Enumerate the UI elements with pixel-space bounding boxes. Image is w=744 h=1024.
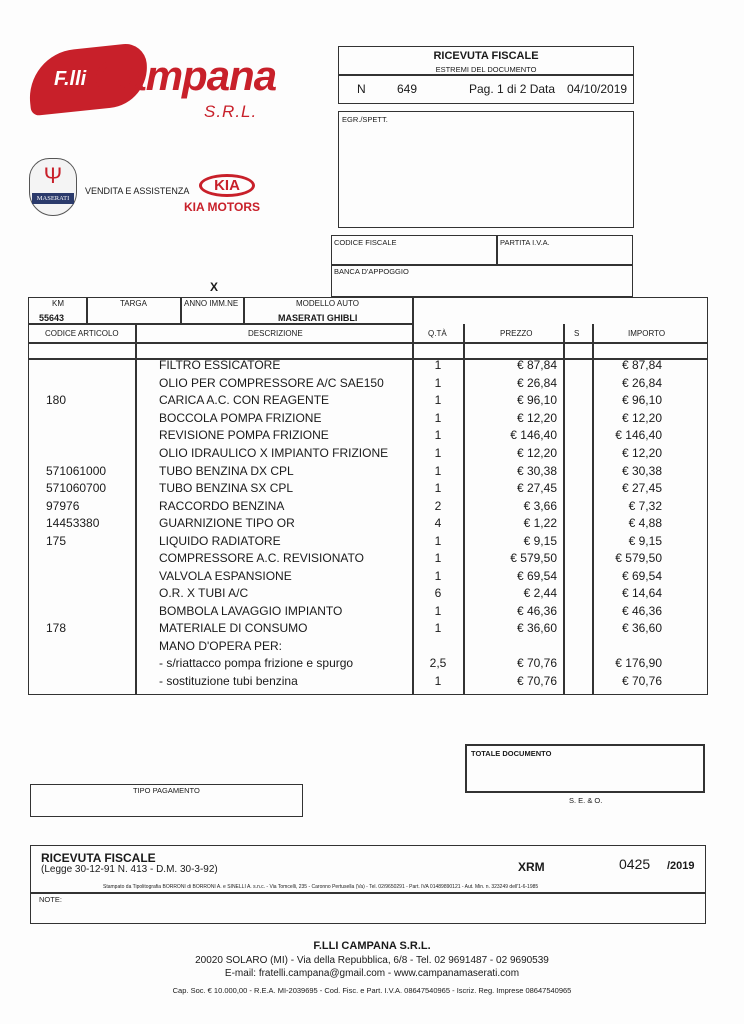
row-price: € 3,66 bbox=[523, 499, 557, 513]
footer-contacts: E-mail: fratelli.campana@gmail.com - www.campanamaserati.com bbox=[224, 968, 520, 979]
row-code: 180 bbox=[46, 393, 67, 407]
totale-documento-box bbox=[465, 744, 705, 793]
receipt-subtitle: ESTREMI DEL DOCUMENTO bbox=[435, 65, 537, 74]
divider bbox=[339, 74, 633, 76]
footer-legal: Cap. Soc. € 10.000,00 - R.E.A. MI-2039695 - Cod. Fisc. e Part. I.V.A. 08647540965 - Iscriz. Reg. Imprese 08647540965 bbox=[172, 986, 572, 995]
row-qty: 1 bbox=[434, 534, 442, 548]
modello-value: MASERATI GHIBLI bbox=[278, 313, 358, 323]
col-codice: CODICE ARTICOLO bbox=[45, 329, 119, 338]
row-desc: BOMBOLA LAVAGGIO IMPIANTO bbox=[159, 604, 343, 618]
table-row bbox=[0, 586, 744, 604]
table-row bbox=[0, 446, 744, 464]
footer-address: 20020 SOLARO (MI) - Via della Repubblica, 6/8 - Tel. 02 9691487 - 02 9690539 bbox=[195, 955, 549, 966]
totale-label: TOTALE DOCUMENTO bbox=[471, 749, 552, 758]
row-qty: 1 bbox=[434, 674, 442, 688]
modello-label: MODELLO AUTO bbox=[296, 299, 359, 308]
row-amount: € 14,64 bbox=[621, 586, 662, 600]
fiscal-series: XRM bbox=[518, 860, 545, 874]
col-descrizione: DESCRIZIONE bbox=[248, 329, 303, 338]
row-price: € 26,84 bbox=[516, 376, 557, 390]
row-qty: 1 bbox=[434, 604, 442, 618]
row-qty: 1 bbox=[434, 376, 442, 390]
row-qty: 1 bbox=[434, 551, 442, 565]
divider bbox=[28, 342, 708, 344]
table-row bbox=[0, 481, 744, 499]
table-row bbox=[0, 534, 744, 552]
row-qty: 1 bbox=[434, 569, 442, 583]
row-qty: 1 bbox=[434, 428, 442, 442]
row-price: € 69,54 bbox=[516, 569, 557, 583]
row-desc: COMPRESSORE A.C. REVISIONATO bbox=[159, 551, 364, 565]
row-qty: 2 bbox=[434, 499, 442, 513]
row-price: € 2,44 bbox=[523, 586, 557, 600]
row-qty: 1 bbox=[434, 464, 442, 478]
table-row bbox=[0, 551, 744, 569]
row-code: 571060700 bbox=[46, 481, 107, 495]
row-desc: O.R. X TUBI A/C bbox=[159, 586, 249, 600]
row-amount: € 87,84 bbox=[621, 358, 662, 372]
egr-label: EGR./SPETT. bbox=[342, 115, 388, 124]
row-amount: € 70,76 bbox=[621, 674, 662, 688]
row-qty: 6 bbox=[434, 586, 442, 600]
note-label: NOTE: bbox=[39, 895, 62, 904]
n-label: N bbox=[357, 82, 366, 96]
row-amount: € 7,32 bbox=[628, 499, 662, 513]
row-desc: OLIO PER COMPRESSORE A/C SAE150 bbox=[159, 376, 384, 390]
row-amount: € 26,84 bbox=[621, 376, 662, 390]
targa-label: TARGA bbox=[120, 299, 147, 308]
row-desc: BOCCOLA POMPA FRIZIONE bbox=[159, 411, 322, 425]
kia-motors-label: KIA MOTORS bbox=[184, 200, 261, 214]
row-price: € 70,76 bbox=[516, 656, 557, 670]
row-amount: € 12,20 bbox=[621, 411, 662, 425]
seo-label: S. E. & O. bbox=[569, 796, 603, 805]
footer-company-name: F.LLI CAMPANA S.R.L. bbox=[313, 940, 431, 952]
row-qty: 1 bbox=[434, 446, 442, 460]
row-price: € 46,36 bbox=[516, 604, 557, 618]
table-row bbox=[0, 674, 744, 692]
row-amount: € 36,60 bbox=[621, 621, 662, 635]
row-price: € 12,20 bbox=[516, 446, 557, 460]
table-row bbox=[0, 569, 744, 587]
row-amount: € 579,50 bbox=[615, 551, 662, 565]
partita-iva-label: PARTITA I.V.A. bbox=[500, 238, 550, 247]
company-logo bbox=[28, 46, 277, 126]
row-qty: 1 bbox=[434, 481, 442, 495]
mark-x: X bbox=[210, 280, 219, 294]
row-qty: 1 bbox=[434, 621, 442, 635]
row-desc: - s/riattacco pompa frizione e spurgo bbox=[159, 656, 354, 670]
banca-label: BANCA D'APPOGGIO bbox=[334, 267, 409, 276]
fiscal-title: RICEVUTA FISCALE bbox=[41, 851, 156, 865]
row-desc: LIQUIDO RADIATORE bbox=[159, 534, 281, 548]
row-price: € 12,20 bbox=[516, 411, 557, 425]
col-s: S bbox=[574, 329, 580, 338]
table-row bbox=[0, 639, 744, 657]
row-desc: MATERIALE DI CONSUMO bbox=[159, 621, 308, 635]
row-price: € 1,22 bbox=[523, 516, 557, 530]
row-price: € 146,40 bbox=[510, 428, 557, 442]
col-prezzo: PREZZO bbox=[500, 329, 533, 338]
row-desc: RACCORDO BENZINA bbox=[159, 499, 285, 513]
row-qty: 4 bbox=[434, 516, 442, 530]
trident-icon: Ψ bbox=[43, 163, 63, 188]
page-info: Pag. 1 di 2 Data bbox=[469, 82, 556, 96]
row-amount: € 12,20 bbox=[621, 446, 662, 460]
table-row bbox=[0, 516, 744, 534]
fiscal-year: /2019 bbox=[667, 860, 695, 872]
row-code: 97976 bbox=[46, 499, 80, 513]
receipt-header-box bbox=[338, 46, 634, 104]
divider bbox=[243, 297, 245, 324]
logo-suffix: S.R.L. bbox=[204, 102, 258, 121]
row-price: € 30,38 bbox=[516, 464, 557, 478]
table-row bbox=[0, 604, 744, 622]
row-amount: € 4,88 bbox=[628, 516, 662, 530]
document-number: 649 bbox=[397, 82, 418, 96]
table-row bbox=[0, 411, 744, 429]
row-price: € 96,10 bbox=[516, 393, 557, 407]
customer-box bbox=[338, 111, 634, 228]
fiscal-law: (Legge 30-12-91 N. 413 - D.M. 30-3-92) bbox=[41, 864, 218, 875]
row-qty: 1 bbox=[434, 393, 442, 407]
codice-fiscale-label: CODICE FISCALE bbox=[334, 238, 397, 247]
row-amount: € 146,40 bbox=[615, 428, 662, 442]
divider bbox=[86, 297, 88, 324]
logo-prefix: F.lli bbox=[54, 68, 87, 90]
anno-label: ANNO IMM.NE bbox=[184, 299, 239, 308]
row-code: 178 bbox=[46, 621, 67, 635]
row-amount: € 27,45 bbox=[621, 481, 662, 495]
table-row bbox=[0, 376, 744, 394]
km-label: KM bbox=[52, 299, 64, 308]
logo-name: Campana bbox=[94, 52, 277, 99]
row-price: € 579,50 bbox=[510, 551, 557, 565]
table-row bbox=[0, 656, 744, 674]
row-desc: - sostituzione tubi benzina bbox=[159, 674, 298, 688]
row-desc: REVISIONE POMPA FRIZIONE bbox=[159, 428, 329, 442]
maserati-logo-icon bbox=[29, 158, 77, 216]
fiscal-number: 0425 bbox=[619, 856, 651, 872]
row-desc: FILTRO ESSICATORE bbox=[159, 358, 281, 372]
kia-logo-icon: KIA bbox=[199, 174, 255, 197]
row-desc: TUBO BENZINA SX CPL bbox=[159, 481, 294, 495]
table-row bbox=[0, 358, 744, 376]
row-amount: € 9,15 bbox=[628, 534, 662, 548]
fiscal-code-box bbox=[331, 235, 633, 297]
printer-note: Stampato da Tipolitografia BORRONI di BORRONI A. e SINELLI A. s.n.c. - Via Tomcelli, 235 - Caronno Pertusella (Va) - Tel. 02/9650291 - Part. IVA 01489890121 - Aut. Min. n. 323249 dell'1-6-1985 bbox=[103, 884, 539, 890]
row-desc: GUARNIZIONE TIPO OR bbox=[159, 516, 295, 530]
fiscal-footer-box bbox=[30, 845, 706, 924]
col-qta: Q.TÀ bbox=[428, 329, 447, 338]
table-row bbox=[0, 464, 744, 482]
km-value: 55643 bbox=[39, 313, 65, 323]
row-amount: € 30,38 bbox=[621, 464, 662, 478]
row-desc: VALVOLA ESPANSIONE bbox=[159, 569, 292, 583]
row-desc: OLIO IDRAULICO X IMPIANTO FRIZIONE bbox=[159, 446, 389, 460]
row-price: € 27,45 bbox=[516, 481, 557, 495]
divider bbox=[496, 236, 498, 265]
row-desc: MANO D'OPERA PER: bbox=[159, 639, 282, 653]
table-row bbox=[0, 499, 744, 517]
row-qty: 2,5 bbox=[429, 656, 447, 670]
row-amount: € 96,10 bbox=[621, 393, 662, 407]
row-qty: 1 bbox=[434, 411, 442, 425]
col-importo: IMPORTO bbox=[628, 329, 666, 338]
tipo-pagamento-label: TIPO PAGAMENTO bbox=[133, 786, 200, 795]
brand-note: VENDITA E ASSISTENZA bbox=[85, 186, 190, 196]
document-date: 04/10/2019 bbox=[567, 82, 628, 96]
row-code: 175 bbox=[46, 534, 67, 548]
row-amount: € 176,90 bbox=[615, 656, 662, 670]
row-price: € 36,60 bbox=[516, 621, 557, 635]
row-price: € 70,76 bbox=[516, 674, 557, 688]
row-desc: CARICA A.C. CON REAGENTE bbox=[159, 393, 330, 407]
table-row bbox=[0, 428, 744, 446]
row-amount: € 46,36 bbox=[621, 604, 662, 618]
table-row bbox=[0, 393, 744, 411]
row-code: 14453380 bbox=[46, 516, 100, 530]
divider bbox=[180, 297, 182, 324]
table-row bbox=[0, 621, 744, 639]
divider bbox=[332, 264, 632, 266]
row-amount: € 69,54 bbox=[621, 569, 662, 583]
maserati-label: MASERATI bbox=[32, 193, 74, 204]
receipt-title: RICEVUTA FISCALE bbox=[433, 50, 539, 62]
row-price: € 9,15 bbox=[523, 534, 557, 548]
row-code: 571061000 bbox=[46, 464, 107, 478]
row-qty: 1 bbox=[434, 358, 442, 372]
divider bbox=[31, 892, 705, 894]
row-desc: TUBO BENZINA DX CPL bbox=[159, 464, 294, 478]
row-price: € 87,84 bbox=[516, 358, 557, 372]
